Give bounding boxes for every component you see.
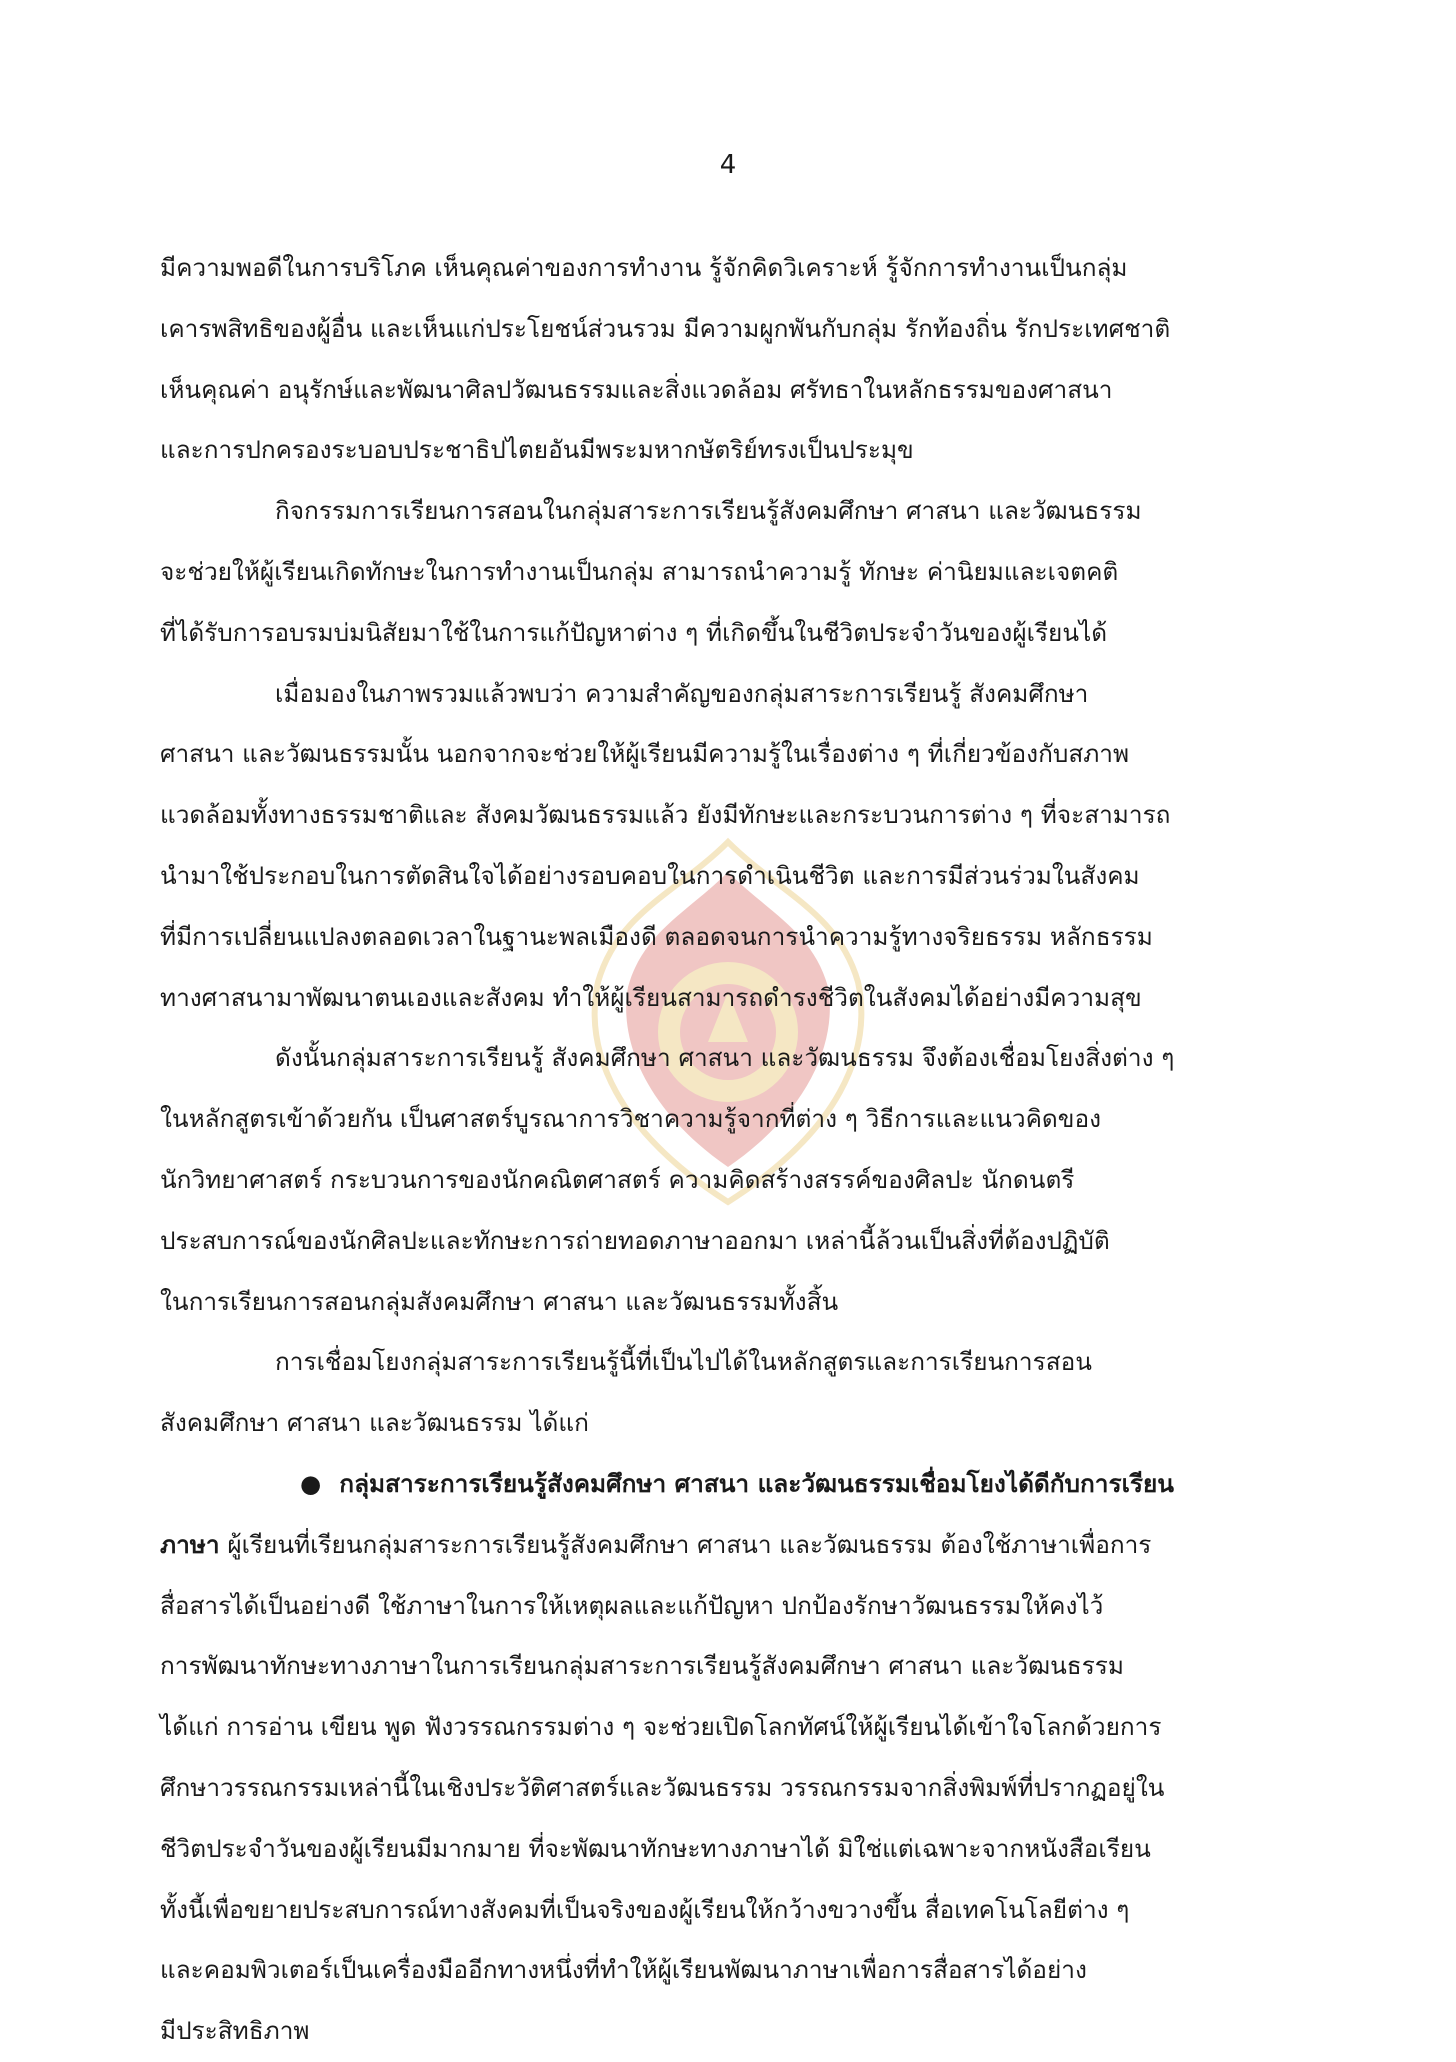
text-line: ศึกษาวรรณกรรมเหล่านี้ในเชิงประวัติศาสตร์และวัฒนธรรม วรรณกรรมจากสิ่งพิมพ์ที่ปรากฏอยู่ใน — [160, 1772, 1165, 1802]
text-line: นำมาใช้ประกอบในการตัดสินใจได้อย่างรอบคอบในการดำเนินชีวิต และการมีส่วนร่วมในสังคม — [160, 860, 1140, 890]
text-line — [160, 1515, 1308, 1576]
text-line: สื่อสารได้เป็นอย่างดี ใช้ภาษาในการให้เหตุผลและแก้ปัญหา ปกป้องรักษาวัฒนธรรมให้คงไว้ — [160, 1590, 1104, 1620]
text-line: ในการเรียนการสอนกลุ่มสังคมศึกษา ศาสนา และวัฒนธรรมทั้งสิ้น — [160, 1286, 839, 1316]
text-line: เมื่อมองในภาพรวมแล้วพบว่า ความสำคัญของกลุ่มสาระการเรียนรู้ สังคมศึกษา — [275, 678, 1089, 708]
text-line: การพัฒนาทักษะทางภาษาในการเรียนกลุ่มสาระการเรียนรู้สังคมศึกษา ศาสนา และวัฒนธรรม — [160, 1651, 1124, 1681]
text-line: ในหลักสูตรเข้าด้วยกัน เป็นศาสตร์บูรณาการวิชาความรู้จากที่ต่าง ๆ วิธีการและแนวคิดของ — [160, 1104, 1102, 1134]
text-line: ดังนั้นกลุ่มสาระการเรียนรู้ สังคมศึกษา ศาสนา และวัฒนธรรม จึงต้องเชื่อมโยงสิ่งต่าง ๆ — [275, 1043, 1175, 1073]
text-line: ศาสนา และวัฒนธรรมนั้น นอกจากจะช่วยให้ผู้เรียนมีความรู้ในเรื่องต่าง ๆ ที่เกี่ยวข้องกับสภาพ — [160, 739, 1130, 769]
text-line: ประสบการณ์ของนักศิลปะและทักษะการถ่ายทอดภาษาออกมา เหล่านี้ล้วนเป็นสิ่งที่ต้องปฏิบัติ — [160, 1225, 1110, 1255]
text-line: ทั้งนี้เพื่อขยายประสบการณ์ทางสังคมที่เป็นจริงของผู้เรียนให้กว้างขวางขึ้น สื่อเทคโนโลยีต่าง ๆ — [160, 1894, 1130, 1924]
text-line: ชีวิตประจำวันของผู้เรียนมีมากมาย ที่จะพัฒนาทักษะทางภาษาได้ มิใช่แต่เฉพาะจากหนังสือเรียน — [160, 1833, 1151, 1863]
text-line: ได้แก่ การอ่าน เขียน พูด ฟังวรรณกรรมต่าง ๆ จะช่วยเปิดโลกทัศน์ให้ผู้เรียนได้เข้าใจโลกด้วยการ — [160, 1712, 1162, 1742]
page-number: 4 — [719, 150, 737, 180]
text-line: และการปกครองระบอบประชาธิปไตยอันมีพระมหากษัตริย์ทรงเป็นประมุข — [160, 435, 914, 465]
text-line: ทางศาสนามาพัฒนาตนเองและสังคม ทำให้ผู้เรียนสามารถดำรงชีวิตในสังคมได้อย่างมีความสุข — [160, 982, 1142, 1012]
bullet-heading: กลุ่มสาระการเรียนรู้สังคมศึกษา ศาสนา และวัฒนธรรมเชื่อมโยงได้ดีกับการเรียน — [339, 1468, 1174, 1498]
bullet-heading-line — [160, 1454, 1308, 1515]
text-line: มีประสิทธิภาพ — [160, 2016, 310, 2046]
text-line: และคอมพิวเตอร์เป็นเครื่องมืออีกทางหนึ่งที่ทำให้ผู้เรียนพัฒนาภาษาเพื่อการสื่อสารได้อย่าง — [160, 1955, 1087, 1985]
text-line: แวดล้อมทั้งทางธรรมชาติและ สังคมวัฒนธรรมแล้ว ยังมีทักษะและกระบวนการต่าง ๆ ที่จะสามารถ — [160, 800, 1171, 830]
text-line: มีความพอดีในการบริโภค เห็นคุณค่าของการทำงาน รู้จักคิดวิเคราะห์ รู้จักการทำงานเป็นกลุ่ม — [160, 253, 1128, 282]
bullet-text: ผู้เรียนที่เรียนกลุ่มสาระการเรียนรู้สังคมศึกษา ศาสนา และวัฒนธรรม ต้องใช้ภาษาเพื่อการ — [219, 1529, 1152, 1559]
text-line: ที่มีการเปลี่ยนแปลงตลอดเวลาในฐานะพลเมืองดี ตลอดจนการนำความรู้ทางจริยธรรม หลักธรรม — [160, 921, 1153, 951]
text-line: จะช่วยให้ผู้เรียนเกิดทักษะในการทำงานเป็นกลุ่ม สามารถนำความรู้ ทักษะ ค่านิยมและเจตคติ — [160, 556, 1119, 586]
text-line: สังคมศึกษา ศาสนา และวัฒนธรรม ได้แก่ — [160, 1408, 589, 1438]
text-line: การเชื่อมโยงกลุ่มสาระการเรียนรู้นี้ที่เป็นไปได้ในหลักสูตรและการเรียนการสอน — [275, 1347, 1092, 1377]
document-body — [160, 238, 1308, 2062]
text-line: เห็นคุณค่า อนุรักษ์และพัฒนาศิลปวัฒนธรรมและสิ่งแวดล้อม ศรัทธาในหลักธรรมของศาสนา — [160, 374, 1113, 404]
text-line: กิจกรรมการเรียนการสอนในกลุ่มสาระการเรียนรู้สังคมศึกษา ศาสนา และวัฒนธรรม — [275, 496, 1142, 526]
bullet-heading-cont: ภาษา — [160, 1529, 220, 1559]
text-line: เคารพสิทธิของผู้อื่น และเห็นแก่ประโยชน์ส่วนรวม มีความผูกพันกับกลุ่ม รักท้องถิ่น รักประเทศชาติ — [160, 313, 1171, 343]
bullet-icon: ● — [300, 1468, 322, 1498]
text-line: นักวิทยาศาสตร์ กระบวนการของนักคณิตศาสตร์ ความคิดสร้างสรรค์ของศิลปะ นักดนตรี — [160, 1164, 1075, 1194]
text-line: ที่ได้รับการอบรมบ่มนิสัยมาใช้ในการแก้ปัญหาต่าง ๆ ที่เกิดขึ้นในชีวิตประจำวันของผู้เรียนได้ — [160, 617, 1108, 647]
